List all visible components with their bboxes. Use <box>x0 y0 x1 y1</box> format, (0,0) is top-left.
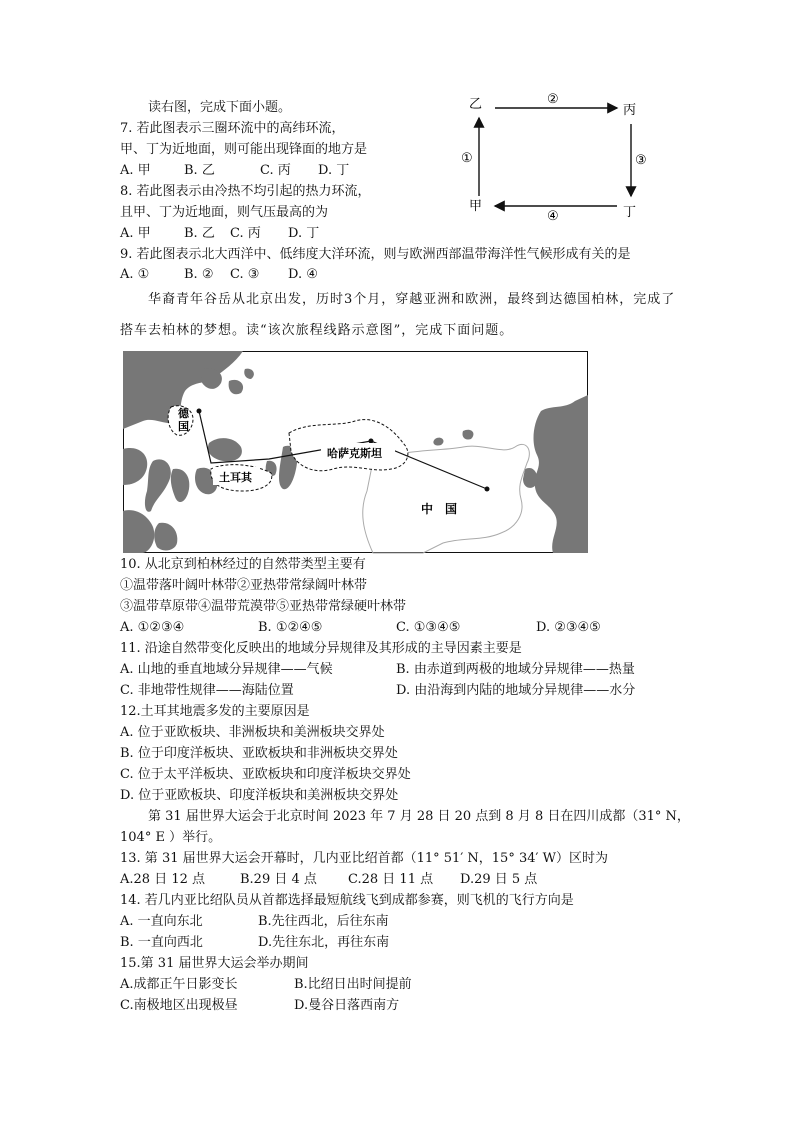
q15-stem: 15.第 31 届世界大运会举办期间 <box>120 956 309 971</box>
q13-option-a[interactable]: A.28 日 12 点 <box>120 872 206 887</box>
arrow-label-4: ④ <box>547 209 559 224</box>
q8-option-a[interactable]: A. 甲 <box>120 226 151 241</box>
q15-option-c[interactable]: C.南极地区出现极昼 <box>120 998 238 1013</box>
q12-stem: 12.土耳其地震多发的主要原因是 <box>120 704 310 719</box>
q8-stem-line1: 8. 若此图表示由冷热不均引起的热力环流， <box>120 184 371 199</box>
section3-intro-line2: 104° E ）举行。 <box>120 830 222 845</box>
arrow-label-2: ② <box>547 92 559 107</box>
corner-yi: 乙 <box>469 97 483 112</box>
q9-option-a[interactable]: A. ① <box>120 267 150 282</box>
route-map <box>123 351 588 553</box>
q10-items-line2: ③温带草原带④温带荒漠带⑤亚热带常绿硬叶林带 <box>120 599 407 614</box>
corner-bing: 丙 <box>623 103 637 118</box>
label-turkey: 土耳其 <box>219 471 252 484</box>
q14-option-b[interactable]: B.先往西北，后往东南 <box>258 914 389 929</box>
q8-stem-line2: 且甲、丁为近地面，则气压最高的为 <box>120 205 329 220</box>
q12-option-b[interactable]: B. 位于印度洋板块、亚欧板块和非洲板块交界处 <box>120 746 398 761</box>
q9-stem: 9. 若此图表示北大西洋中、低纬度大洋环流，则与欧洲西部温带海洋性气候形成有关的是 <box>120 247 631 262</box>
section1-intro: 读右图，完成下面小题。 <box>148 100 292 115</box>
q13-option-c[interactable]: C.28 日 11 点 <box>348 872 434 887</box>
label-germany-1: 德 <box>178 407 189 420</box>
q11-stem: 11. 沿途自然带变化反映出的地域分异规律及其形成的主导因素主要是 <box>120 641 522 656</box>
label-germany-2: 国 <box>178 420 189 433</box>
q9-option-c[interactable]: C. ③ <box>230 267 260 282</box>
q10-option-a[interactable]: A. ①②③④ <box>120 620 185 635</box>
q7-option-a[interactable]: A. 甲 <box>120 163 151 178</box>
q13-option-d[interactable]: D.29 日 5 点 <box>460 872 538 887</box>
q14-stem: 14. 若几内亚比绍队员从首都选择最短航线飞到成都参赛，则飞机的飞行方向是 <box>120 893 574 908</box>
label-china: 中 国 <box>421 502 458 516</box>
q15-option-a[interactable]: A.成都正午日影变长 <box>120 977 238 992</box>
corner-jia: 甲 <box>469 199 483 214</box>
q12-option-d[interactable]: D. 位于亚欧板块、印度洋板块和美洲板块交界处 <box>120 788 399 803</box>
kazakh-point <box>369 439 374 444</box>
q9-option-b[interactable]: B. ② <box>184 267 214 282</box>
corner-ding: 丁 <box>623 205 637 220</box>
q14-option-c[interactable]: B. 一直向西北 <box>120 935 203 950</box>
q14-option-a[interactable]: A. 一直向东北 <box>120 914 203 929</box>
q10-option-b[interactable]: B. ①②④⑤ <box>258 620 323 635</box>
berlin-point <box>197 409 202 414</box>
circulation-diagram <box>461 92 650 224</box>
q7-stem-line2: 甲、丁为近地面，则可能出现锋面的地方是 <box>120 142 368 157</box>
section2-intro-line2: 搭车去柏林的梦想。读“该次旅程线路示意图”，完成下面问题。 <box>120 323 514 338</box>
q11-option-a[interactable]: A. 山地的垂直地域分异规律——气候 <box>120 662 333 677</box>
q15-option-d[interactable]: D.曼谷日落西南方 <box>294 998 400 1013</box>
q8-option-b[interactable]: B. 乙 <box>184 226 215 241</box>
label-kazakhstan: 哈萨克斯坦 <box>327 447 382 460</box>
q8-option-c[interactable]: C. 丙 <box>230 226 261 241</box>
q9-option-d[interactable]: D. ④ <box>288 267 318 282</box>
q13-option-b[interactable]: B.29 日 4 点 <box>240 872 317 887</box>
arrow-label-1: ① <box>461 151 473 166</box>
q7-stem-line1: 7. 若此图表示三圈环流中的高纬环流， <box>120 121 345 136</box>
q8-option-d[interactable]: D. 丁 <box>288 226 320 241</box>
q13-stem: 13. 第 31 届世界大运会开幕时，几内亚比绍首都（11° 51′ N，15° 34′ W）区时为 <box>120 851 608 866</box>
q7-option-c[interactable]: C. 丙 <box>260 163 291 178</box>
q10-items-line1: ①温带落叶阔叶林带②亚热带常绿阔叶林带 <box>120 578 368 593</box>
q11-option-b[interactable]: B. 由赤道到两极的地域分异规律——热量 <box>396 662 635 677</box>
q7-option-d[interactable]: D. 丁 <box>318 163 350 178</box>
q10-option-c[interactable]: C. ①③④⑤ <box>396 620 461 635</box>
beijing-point <box>485 487 490 492</box>
q7-option-b[interactable]: B. 乙 <box>184 163 215 178</box>
q14-option-d[interactable]: D.先往东北，再往东南 <box>258 935 390 950</box>
q15-option-b[interactable]: B.比绍日出时间提前 <box>294 977 412 992</box>
q10-stem: 10. 从北京到柏林经过的自然带类型主要有 <box>120 557 366 572</box>
section2-intro-line1: 华裔青年谷岳从北京出发，历时3个月，穿越亚洲和欧洲，最终到达德国柏林，完成了 <box>148 292 676 307</box>
q10-option-d[interactable]: D. ②③④⑤ <box>536 620 601 635</box>
q11-option-c[interactable]: C. 非地带性规律——海陆位置 <box>120 683 294 698</box>
q11-option-d[interactable]: D. 由沿海到内陆的地域分异规律——水分 <box>396 683 636 698</box>
section3-intro-line1: 第 31 届世界大运会于北京时间 2023 年 7 月 28 日 20 点到 8 月 8 日在四川成都（31° N， <box>148 809 690 824</box>
arrow-label-3: ③ <box>635 153 647 168</box>
q12-option-c[interactable]: C. 位于太平洋板块、亚欧板块和印度洋板块交界处 <box>120 767 411 782</box>
q12-option-a[interactable]: A. 位于亚欧板块、非洲板块和美洲板块交界处 <box>120 725 385 740</box>
